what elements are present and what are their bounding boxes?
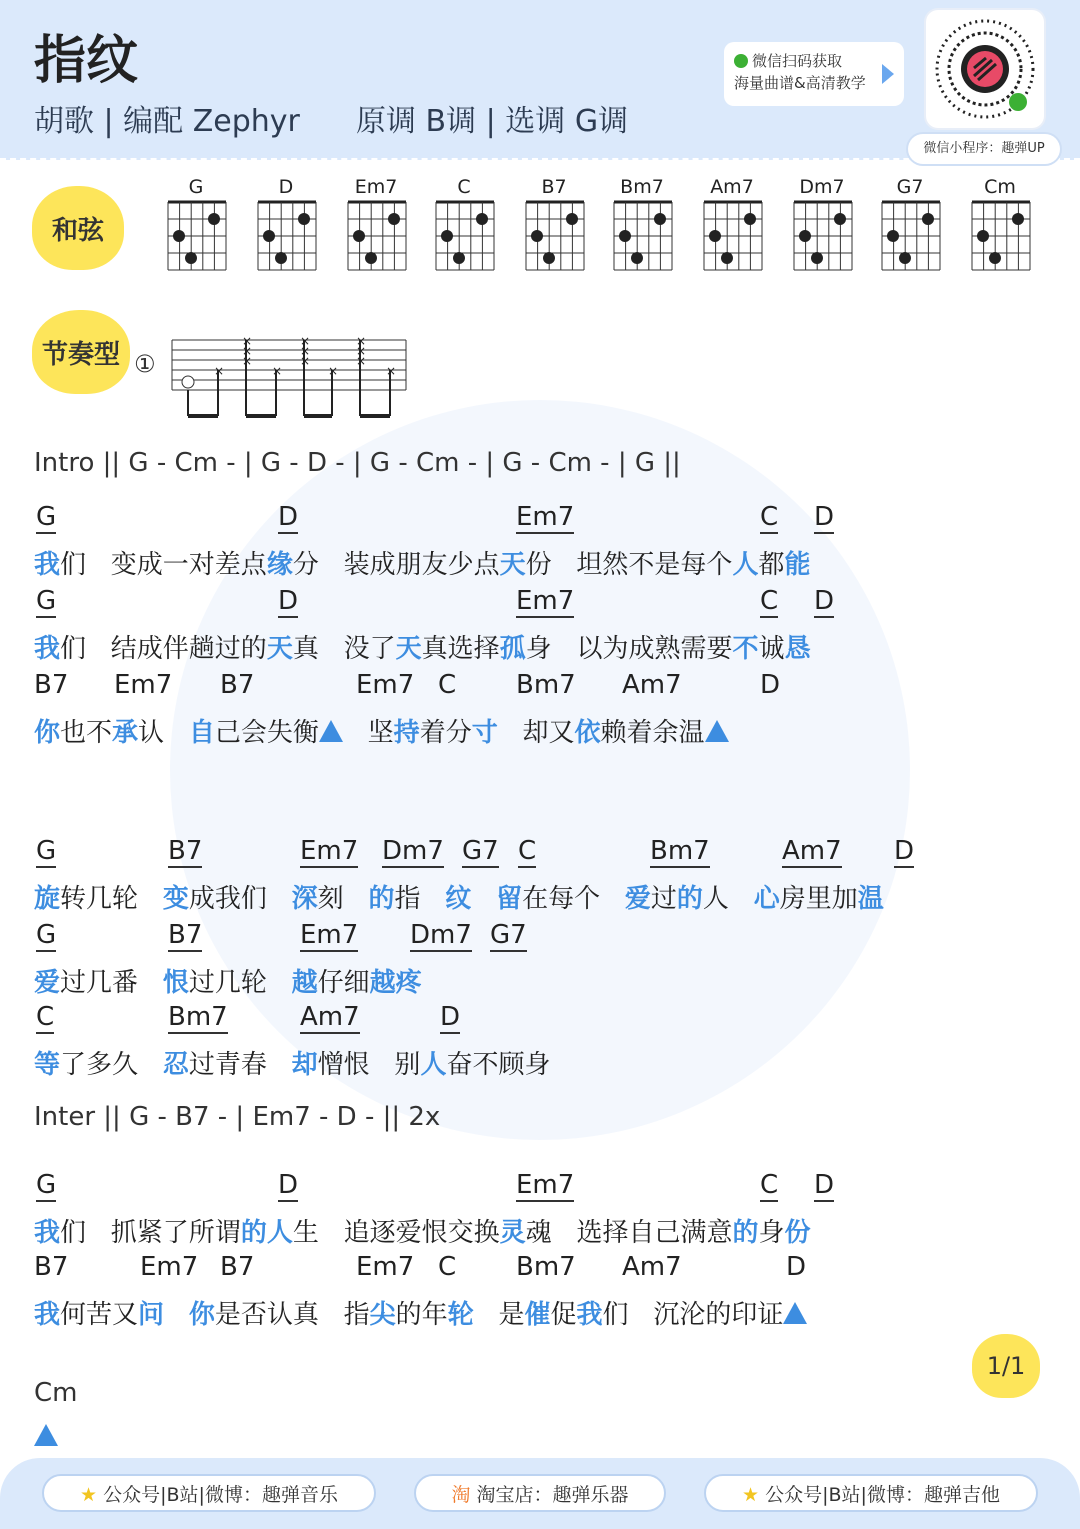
chord-label: D [278,586,299,616]
chord-label: Am7 [300,1002,360,1032]
chord-label: B7 [220,670,255,700]
lyric-line: 爱过几番 恨过几轮 越仔细越疼 [34,968,422,998]
svg-text:×: × [356,344,367,358]
chord-diagram-g [160,176,232,276]
chord-label: Em7 [516,502,575,532]
chord-label: D [440,1002,461,1032]
chord-label: Bm7 [516,670,576,700]
footer-link-shop[interactable] [414,1474,666,1512]
chord-label: D [814,586,835,616]
chord-diagram-bm7 [606,176,678,276]
chord-label: Dm7 [410,920,472,950]
chord-label: Am7 [622,670,682,700]
chord-label: G [36,920,57,950]
chord-label: B7 [168,920,203,950]
chord-diagram-am7 [696,176,768,276]
key-line: 原调 B调 | 选调 G调 [356,104,629,139]
chord-label: D [814,1170,835,1200]
footer-link-music[interactable] [42,1474,376,1512]
chord-label: C [518,836,537,866]
chord-label: Em7 [356,670,415,700]
rhythm-badge: 节奏型 [32,310,130,394]
chord-label: D [894,836,915,866]
outro-triangle [34,1424,58,1449]
inter-line: Inter || G - B7 - | Em7 - D - || 2x [34,1102,441,1132]
chord-label: Em7 [356,1252,415,1282]
chord-name: B7 [541,176,567,198]
chord-name: Em7 [354,176,398,198]
chord-label: Em7 [516,586,575,616]
qr-caption: 微信小程序：趣弹UP [908,134,1060,164]
star-icon: ★ [742,1484,760,1506]
chord-label: B7 [34,1252,69,1282]
chord-diagram-dm7 [786,176,858,276]
chord-label: Em7 [300,920,359,950]
chord-diagram-g7 [874,176,946,276]
lyric-line: 我们 抓紧了所谓的人生 追逐爱恨交换灵魂 选择自己满意的身份 [34,1218,811,1248]
chord-label: Em7 [140,1252,199,1282]
svg-text:×: × [242,354,253,368]
footer [0,1458,1080,1529]
taobao-icon: 淘 [451,1484,471,1506]
qr-code[interactable] [926,10,1044,128]
arrow-right-icon [882,64,894,84]
chord-label: D [760,670,781,700]
rhythm-number: ① [134,350,156,378]
lyric-line: 你也不承认 自己会失衡 坚持着分寸 却又依赖着余温 [34,712,729,749]
chord-name: Bm7 [620,176,664,198]
chord-label: G7 [462,836,499,866]
chord-label: G7 [490,920,527,950]
chord-label: C [760,586,779,616]
rhythm-pattern [170,330,410,422]
chords-badge: 和弦 [32,186,124,270]
chord-name: C [457,176,471,198]
promo-box[interactable] [724,42,904,106]
chord-label: D [278,502,299,532]
chord-diagram-cm [964,176,1036,276]
svg-text:×: × [300,344,311,358]
chord-label: Am7 [782,836,842,866]
chord-label: G [36,586,57,616]
chord-label: G [36,502,57,532]
outro-chord: Cm [34,1378,78,1408]
lyric-line: 等了多久 忍过青春 却憎恨 别人奋不顾身 [34,1050,551,1080]
chord-diagram-em7 [340,176,412,276]
fretboard-icon [250,198,322,276]
fretboard-icon [964,198,1036,276]
chord-name: Cm [984,176,1016,198]
chord-label: D [278,1170,299,1200]
chord-label: Bm7 [650,836,710,866]
chord-name: Dm7 [799,176,845,198]
lyric-line: 我们 结成伴趟过的天真 没了天真选择孤身 以为成熟需要不诚恳 [34,634,811,664]
svg-text:×: × [300,334,311,348]
chord-label: C [438,1252,457,1282]
chord-label: Bm7 [516,1252,576,1282]
song-title: 指纹 [34,31,139,91]
svg-text:×: × [242,334,253,348]
chord-label: C [438,670,457,700]
svg-text:×: × [300,354,311,368]
chord-label: C [760,1170,779,1200]
footer-mid-label: 淘宝店：趣弹乐器 [476,1484,629,1506]
fretboard-icon [160,198,232,276]
star-icon: ★ [80,1484,98,1506]
fretboard-icon [696,198,768,276]
chord-label: Em7 [516,1170,575,1200]
chord-label: G [36,1170,57,1200]
footer-right-label: 公众号|B站|微博：趣弹吉他 [765,1484,1000,1506]
intro-line: Intro || G - Cm - | G - D - | G - Cm - | G - Cm - | G || [34,448,681,478]
chord-diagram-c [428,176,500,276]
chord-label: Bm7 [168,1002,228,1032]
chord-label: Em7 [300,836,359,866]
chord-name: G7 [896,176,924,198]
chord-label: Am7 [622,1252,682,1282]
chord-name: D [278,176,294,198]
chord-label: B7 [220,1252,255,1282]
page-indicator: 1/1 [972,1334,1040,1398]
footer-left-label: 公众号|B站|微博：趣弹音乐 [103,1484,338,1506]
lyric-line: 我何苦又问 你是否认真 指尖的年轮 是催促我们 沉沦的印证 [34,1294,807,1331]
chord-label: C [36,1002,55,1032]
qr-code-icon [926,10,1044,128]
chord-diagram-b7 [518,176,590,276]
promo-line1: 微信扫码获取 [752,52,843,70]
header [0,0,1080,160]
chord-name: Am7 [710,176,754,198]
svg-text:×: × [356,334,367,348]
wechat-icon [734,54,748,68]
fretboard-icon [786,198,858,276]
svg-text:×: × [242,344,253,358]
chord-label: B7 [168,836,203,866]
artist-line: 胡歌 | 编配 Zephyr [34,104,300,139]
fretboard-icon [874,198,946,276]
chord-name: G [188,176,204,198]
fretboard-icon [606,198,678,276]
fretboard-icon [518,198,590,276]
chord-label: Em7 [114,670,173,700]
fretboard-icon [428,198,500,276]
lyric-line: 旋转几轮 变成我们 深刻 的指 纹 留在每个 爱过的人 心房里加温 [34,884,884,914]
svg-text:×: × [328,364,339,378]
chord-diagram-d [250,176,322,276]
fretboard-icon [340,198,412,276]
chord-label: B7 [34,670,69,700]
chord-label: D [814,502,835,532]
chord-label: D [786,1252,807,1282]
svg-text:×: × [356,354,367,368]
svg-text:×: × [386,364,397,378]
footer-link-guitar[interactable] [704,1474,1038,1512]
chord-label: C [760,502,779,532]
chord-label: Dm7 [382,836,444,866]
svg-text:×: × [214,364,225,378]
promo-line2: 海量曲谱&高清教学 [734,74,866,92]
chord-label: G [36,836,57,866]
svg-text:×: × [272,364,283,378]
lyric-line: 我们 变成一对差点缘分 装成朋友少点天份 坦然不是每个人都能 [34,550,811,580]
